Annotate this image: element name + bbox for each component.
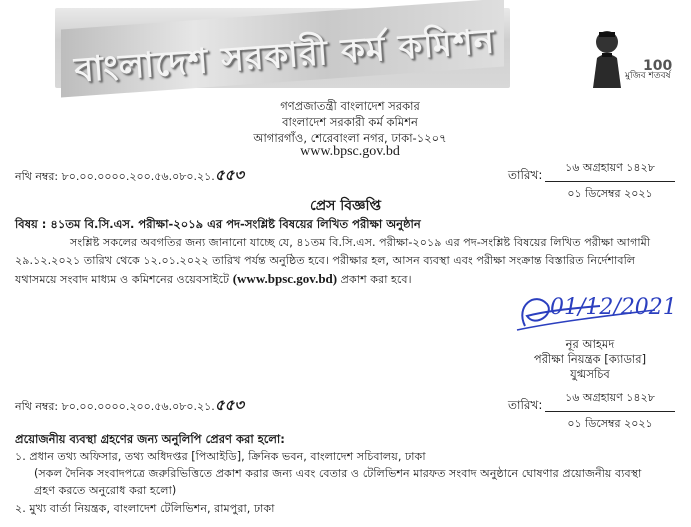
logo-text: মুজিব শতবর্ষ — [625, 71, 671, 81]
address-line-2: বাংলাদেশ সরকারী কর্ম কমিশন — [282, 115, 418, 129]
date-english: ০১ ডিসেম্বর ২০২১ — [567, 187, 653, 200]
body-website: (www.bpsc.gov.bd) — [232, 271, 338, 286]
memo-number-1 — [15, 164, 244, 189]
body-line-2: ২৯.১২.২০২১ তারিখ থেকে ১২.০১.২০২২ তারিখ পর্যন্ত অনুষ্ঠিত হবে। পরীক্ষার হল, আসন ব্যবস্থা এবং পরীক্ষা সংক্রান্ত বিস্তারিত নির্দেশাবলি — [15, 254, 636, 267]
memo-number-text: নথি নম্বর: ৮০.০০.০০০০.২০০.৫৬.০৮০.২১. — [15, 400, 215, 413]
website-link[interactable]: www.bpsc.gov.bd — [300, 144, 400, 159]
copy-item-number: ২. — [15, 502, 26, 515]
signer-rank: যুগ্মসচিব — [570, 367, 610, 381]
copy-item-note-2: গ্রহণ করতে অনুরোধ করা হলো) — [34, 484, 177, 497]
date-english: ০১ ডিসেম্বর ২০২১ — [567, 417, 653, 430]
memo-handwritten-number: ৫৫৩ — [214, 396, 245, 414]
copies-heading: প্রয়োজনীয় ব্যবস্থা গ্রহণের জন্য অনুলিপি প্রেরণ করা হলো: — [15, 432, 285, 446]
date-block-2 — [545, 389, 675, 434]
logo-number: 100 — [643, 58, 673, 74]
body-line-3-pre: যথাসময়ে সংবাদ মাধ্যম ও কমিশনের ওয়েবসাইটে — [15, 273, 233, 286]
press-release-title: প্রেস বিজ্ঞপ্তি — [310, 198, 381, 214]
subject-line: বিষয় : ৪১তম বি.সি.এস. পরীক্ষা-২০১৯ এর পদ-সংশ্লিষ্ট বিষয়ের লিখিত পরীক্ষা অনুষ্ঠান — [15, 217, 421, 231]
date-divider — [545, 411, 675, 412]
copy-item-text: মুখ্য বার্তা নিয়ন্ত্রক, বাংলাদেশ টেলিভিশন, রামপুরা, ঢাকা — [29, 502, 275, 515]
handwritten-date: 01/12/2021 — [550, 295, 677, 320]
signer-name: নূর আহমদ — [565, 337, 615, 351]
address-line-1: গণপ্রজাতন্ত্রী বাংলাদেশ সরকার — [280, 99, 420, 113]
body-line-1: সংশ্লিষ্ট সকলের অবগতির জন্য জানানো যাচ্ছে যে, ৪১তম বি.সি.এস. পরীক্ষা-২০১৯ এর পদ-সংশ্লিষ্ট বিষয়ের লিখিত পরীক্ষা আগামী — [70, 236, 651, 249]
mujib-logo — [585, 20, 673, 90]
copy-item-note-1: (সকল দৈনিক সংবাদপত্রে জরুরিভিত্তিতে প্রকাশ করার জন্য এবং বেতার ও টেলিভিশন মারফত সংবাদ অনুষ্ঠানে ঘোষণার প্রয়োজনীয় ব্যবস্থা — [34, 467, 642, 480]
body-line-3-post: প্রকাশ করা হবে। — [337, 273, 412, 286]
date-label-1: তারিখ: — [508, 168, 543, 182]
date-bangla: ১৬ অগ্রহায়ণ ১৪২৮ — [565, 391, 655, 404]
copy-item-number: ১. — [15, 450, 26, 463]
memo-number-text: নথি নম্বর: ৮০.০০.০০০০.২০০.৫৬.০৮০.২১. — [15, 170, 215, 183]
copy-item-1 — [15, 448, 685, 499]
signer-designation: পরীক্ষা নিয়ন্ত্রক [ক্যাডার] — [533, 352, 647, 366]
date-divider — [545, 181, 675, 182]
copy-item-text: প্রধান তথ্য অফিসার, তথ্য অধিদপ্তর [পিআইডি], ক্রিনিক ভবন, বাংলাদেশ সচিবালয়, ঢাকা — [29, 450, 426, 463]
copy-item-2 — [15, 500, 685, 517]
date-bangla: ১৬ অগ্রহায়ণ ১৪২৮ — [565, 161, 655, 174]
signature-scribble — [505, 286, 677, 336]
address-line-3: আগারগাঁও, শেরেবাংলা নগর, ঢাকা-১২০৭ — [253, 131, 447, 145]
header-banner — [55, 8, 510, 91]
body-paragraph — [15, 234, 680, 289]
memo-number-2 — [15, 394, 244, 419]
date-label-2: তারিখ: — [508, 398, 543, 412]
banner-text: বাংলাদেশ সরকারী কর্ম কমিশন — [73, 21, 497, 91]
memo-handwritten-number: ৫৫৩ — [214, 166, 245, 184]
